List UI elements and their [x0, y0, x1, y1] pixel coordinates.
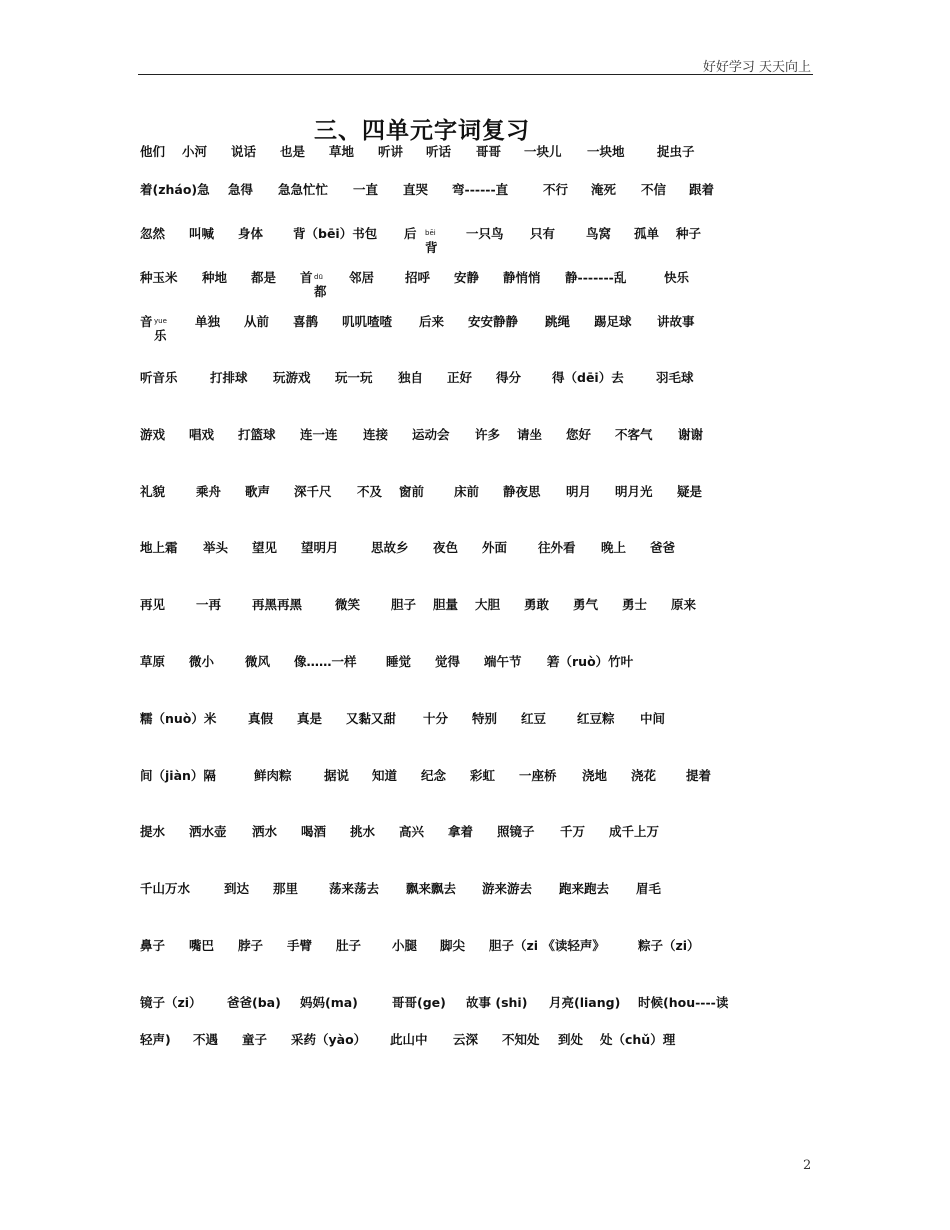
word: 鸟窝: [586, 226, 612, 241]
word: 窗前: [399, 484, 425, 499]
word: 勇敢: [524, 597, 550, 612]
word: 正好: [447, 370, 473, 385]
word: 游来游去: [482, 881, 533, 896]
word: 望明月: [301, 540, 339, 555]
word: 跟着: [689, 182, 715, 197]
word: 又黏又甜: [346, 711, 397, 726]
word: 到达: [224, 881, 250, 896]
word: 谢谢: [678, 427, 704, 442]
word: 箬（ruò）竹叶: [547, 654, 634, 669]
word: 小腿: [392, 938, 418, 953]
word: 挑水: [350, 824, 376, 839]
word: 千万: [560, 824, 586, 839]
word: 唱戏: [189, 427, 215, 442]
word: 背: [425, 240, 438, 255]
word: 听话: [426, 144, 452, 159]
word: 像……一样: [294, 654, 357, 669]
word: 望见: [252, 540, 278, 555]
word: 微笑: [335, 597, 361, 612]
word: 跳绳: [545, 314, 571, 329]
word: 一座桥: [519, 768, 557, 783]
word: 拿着: [448, 824, 474, 839]
word: 觉得: [435, 654, 461, 669]
word: 急得: [228, 182, 254, 197]
word: 采药（yào）: [291, 1032, 367, 1047]
word: 疑是: [677, 484, 703, 499]
word: 得分: [496, 370, 522, 385]
word: 弯------直: [452, 182, 509, 197]
word: 一直: [353, 182, 379, 197]
word: 脖子: [238, 938, 264, 953]
word: 床前: [454, 484, 480, 499]
word: 静悄悄: [503, 270, 541, 285]
word: 种子: [676, 226, 702, 241]
word: 身体: [238, 226, 264, 241]
word: 玩游戏: [273, 370, 311, 385]
word: 后: [404, 226, 417, 241]
word: 胆量: [433, 597, 459, 612]
word: 真是: [297, 711, 323, 726]
word: 洒水: [252, 824, 278, 839]
word: 到处: [558, 1032, 584, 1047]
word: 彩虹: [470, 768, 496, 783]
word: 处（chǔ）理: [600, 1032, 676, 1047]
word: 淹死: [591, 182, 617, 197]
header-rule: [138, 74, 813, 75]
word: 玩一玩: [335, 370, 373, 385]
word: 一块儿: [524, 144, 562, 159]
word: 捉虫子: [657, 144, 695, 159]
word: 大胆: [475, 597, 501, 612]
word: 种地: [202, 270, 228, 285]
word: 鼻子: [140, 938, 166, 953]
word: 急急忙忙: [278, 182, 329, 197]
word: 洒水壶: [189, 824, 227, 839]
word: 粽子（zi）: [638, 938, 700, 953]
word: 您好: [566, 427, 592, 442]
word: 真假: [248, 711, 274, 726]
word: 一块地: [587, 144, 625, 159]
word: 夜色: [433, 540, 459, 555]
page-number: 2: [803, 1158, 812, 1173]
word: 爸爸(ba): [227, 995, 281, 1010]
word: 端午节: [484, 654, 522, 669]
word: 眉毛: [636, 881, 662, 896]
word: 不及: [357, 484, 383, 499]
word: 那里: [273, 881, 299, 896]
word: 一只鸟: [466, 226, 504, 241]
word: 勇气: [573, 597, 599, 612]
word: 说话: [231, 144, 257, 159]
word: 首: [300, 270, 313, 285]
word: 红豆粽: [577, 711, 615, 726]
word: 连一连: [300, 427, 338, 442]
word: 鲜肉粽: [254, 768, 292, 783]
word: 再见: [140, 597, 166, 612]
word: 故事 (shi): [466, 995, 528, 1010]
word: 思故乡: [371, 540, 409, 555]
word: 歌声: [245, 484, 271, 499]
word: 再黑再黑: [252, 597, 303, 612]
word: 成千上万: [609, 824, 660, 839]
word: 微小: [189, 654, 215, 669]
word: 此山中: [390, 1032, 428, 1047]
word: 地上霜: [140, 540, 178, 555]
word: 静-------乱: [565, 270, 627, 285]
word: 也是: [280, 144, 306, 159]
word: 胆子（zi 《读轻声》: [489, 938, 605, 953]
word: 静夜思: [503, 484, 541, 499]
word: 快乐: [664, 270, 690, 285]
word: 打篮球: [238, 427, 276, 442]
word: 都是: [251, 270, 277, 285]
word: 镜子（zi）: [140, 995, 202, 1010]
word: 安安静静: [468, 314, 519, 329]
word: 跑来跑去: [559, 881, 610, 896]
word: 着(zháo)急: [140, 182, 210, 197]
word: 听音乐: [140, 370, 178, 385]
word: 游戏: [140, 427, 166, 442]
word: 妈妈(ma): [300, 995, 358, 1010]
word: 乐: [154, 328, 167, 343]
word: 轻声): [140, 1032, 171, 1047]
word: 得（dēi）去: [552, 370, 624, 385]
page-title: 三、四单元字词复习: [314, 117, 530, 144]
word: 背（bēi）书包: [293, 226, 378, 241]
word: 只有: [530, 226, 556, 241]
word: 千山万水: [140, 881, 191, 896]
word: 音: [140, 314, 153, 329]
word: 叫喊: [189, 226, 215, 241]
word: 都: [314, 284, 327, 299]
word: 飘来飘去: [406, 881, 457, 896]
word: 哥哥: [476, 144, 502, 159]
word: 讲故事: [657, 314, 695, 329]
word: 糯（nuò）米: [140, 711, 217, 726]
word: 后来: [419, 314, 445, 329]
word: 小河: [182, 144, 208, 159]
header-text: 好好学习 天天向上: [702, 60, 811, 75]
word: 打排球: [210, 370, 248, 385]
word: 深千尺: [294, 484, 332, 499]
word: 外面: [482, 540, 508, 555]
word: 微风: [245, 654, 271, 669]
word: 他们: [140, 144, 166, 159]
word: 童子: [242, 1032, 268, 1047]
word: 间（jiàn）隔: [140, 768, 216, 783]
word: 羽毛球: [656, 370, 694, 385]
word: 提着: [686, 768, 712, 783]
word: 不遇: [193, 1032, 219, 1047]
word: 不行: [543, 182, 569, 197]
word: 云深: [453, 1032, 479, 1047]
word: 喜鹊: [293, 314, 319, 329]
word: 十分: [423, 711, 449, 726]
word: 礼貌: [140, 484, 166, 499]
word: 据说: [324, 768, 350, 783]
word: 哥哥(ge): [392, 995, 446, 1010]
word: 请坐: [517, 427, 543, 442]
word: 喝酒: [301, 824, 327, 839]
word: 独自: [398, 370, 424, 385]
word: 高兴: [399, 824, 425, 839]
word: 叽叽喳喳: [342, 314, 393, 329]
word: 睡觉: [386, 654, 412, 669]
word: 从前: [244, 314, 270, 329]
word: 原来: [671, 597, 697, 612]
word: 直哭: [403, 182, 429, 197]
word: 知道: [372, 768, 398, 783]
word: 嘴巴: [189, 938, 215, 953]
word: 脚尖: [440, 938, 466, 953]
word: 许多: [475, 427, 501, 442]
word: 时候(hou----读: [638, 995, 729, 1010]
word: 中间: [640, 711, 666, 726]
word: 手臂: [287, 938, 313, 953]
word: 忽然: [140, 226, 166, 241]
word: 听讲: [378, 144, 404, 159]
word: 肚子: [336, 938, 362, 953]
word: 种玉米: [140, 270, 178, 285]
word: 浇地: [582, 768, 608, 783]
word: 明月: [566, 484, 592, 499]
word: 不客气: [615, 427, 653, 442]
word: 晚上: [601, 540, 627, 555]
word: 不信: [641, 182, 667, 197]
word: 不知处: [502, 1032, 540, 1047]
word: 浇花: [631, 768, 657, 783]
word: 踢足球: [594, 314, 632, 329]
word: 运动会: [412, 427, 450, 442]
word: 草地: [329, 144, 355, 159]
word: 安静: [454, 270, 480, 285]
word: 孤单: [634, 226, 660, 241]
word: 邻居: [349, 270, 375, 285]
word: 荡来荡去: [329, 881, 380, 896]
word: 招呼: [405, 270, 431, 285]
word: 红豆: [521, 711, 547, 726]
word: 胆子: [391, 597, 417, 612]
word: 一再: [196, 597, 222, 612]
word: 特别: [472, 711, 498, 726]
word: 勇士: [622, 597, 648, 612]
word: 连接: [363, 427, 389, 442]
word: 明月光: [615, 484, 653, 499]
word: 纪念: [421, 768, 447, 783]
word: 乘舟: [196, 484, 222, 499]
word: 往外看: [538, 540, 576, 555]
word: 举头: [203, 540, 229, 555]
word: 爸爸: [650, 540, 676, 555]
word: 单独: [195, 314, 221, 329]
word: 提水: [140, 824, 166, 839]
word: 月亮(liang): [549, 995, 621, 1010]
word: 照镜子: [497, 824, 535, 839]
word: 草原: [140, 654, 166, 669]
